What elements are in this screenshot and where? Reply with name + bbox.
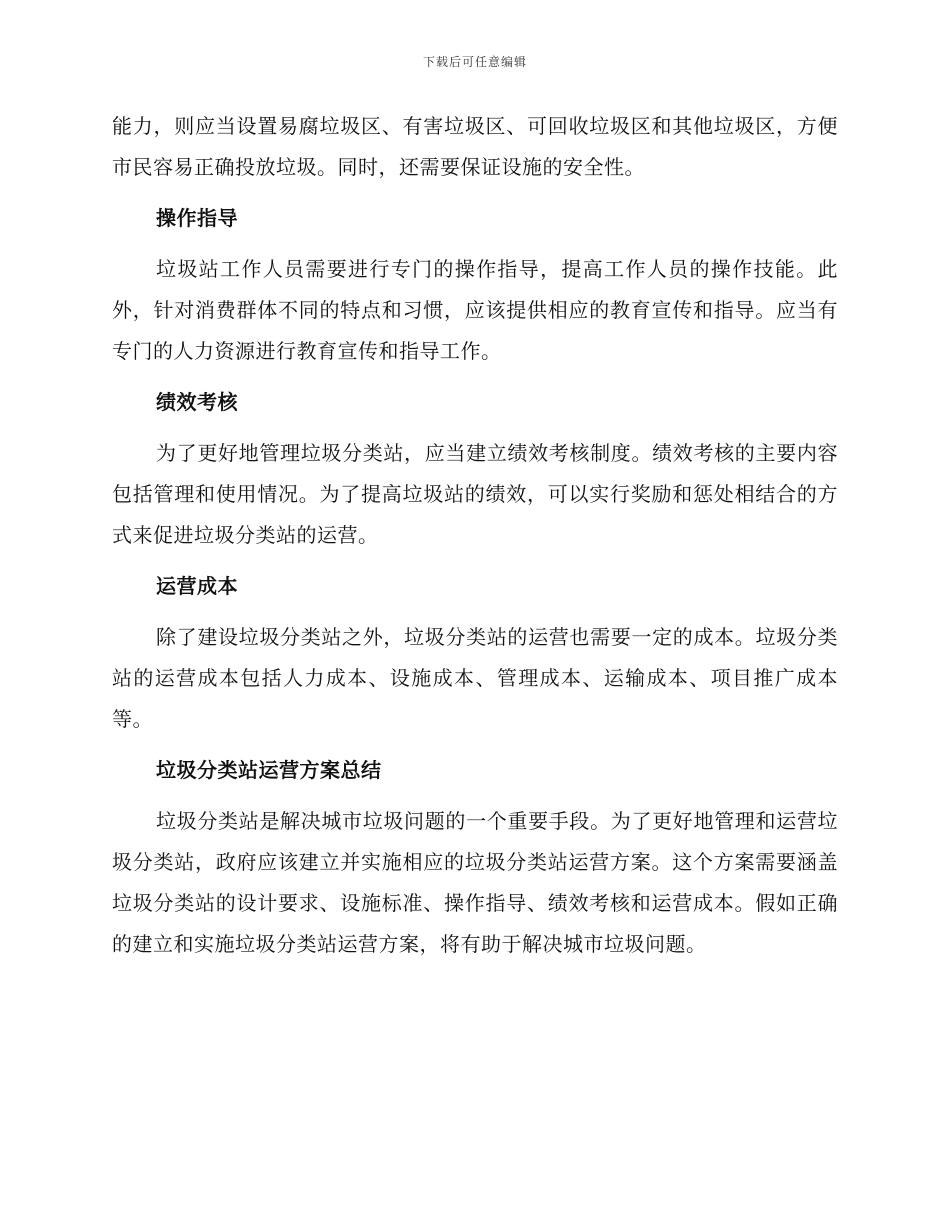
cost-paragraph: 除了建设垃圾分类站之外，垃圾分类站的运营也需要一定的成本。垃圾分类站的运营成本包括人力成本、设施成本、管理成本、运输成本、项目推广成本等。 — [112, 625, 838, 731]
operation-heading: 操作指导 — [156, 206, 238, 230]
summary-paragraph: 垃圾分类站是解决城市垃圾问题的一个重要手段。为了更好地管理和运营垃圾分类站，政府应该建立并实施相应的垃圾分类站运营方案。这个方案需要涵盖垃圾分类站的设计要求、设施标准、操作指导、绩效考核和运营成本。假如正确的建立和实施垃圾分类站运营方案，将有助于解决城市垃圾问题。 — [112, 809, 838, 956]
performance-paragraph: 为了更好地管理垃圾分类站，应当建立绩效考核制度。绩效考核的主要内容包括管理和使用情况。为了提高垃圾站的绩效，可以实行奖励和惩处相结合的方式来促进垃圾分类站的运营。 — [112, 441, 838, 547]
page-header: 下载后可任意编辑 — [422, 55, 527, 69]
cost-heading: 运营成本 — [156, 574, 238, 598]
operation-paragraph: 垃圾站工作人员需要进行专门的操作指导，提高工作人员的操作技能。此外，针对消费群体不同的特点和习惯，应该提供相应的教育宣传和指导。应当有专门的人力资源进行教育宣传和指导工作。 — [112, 257, 838, 363]
document-body — [112, 106, 838, 975]
summary-heading: 垃圾分类站运营方案总结 — [156, 758, 382, 782]
intro-paragraph: 能力，则应当设置易腐垃圾区、有害垃圾区、可回收垃圾区和其他垃圾区，方便市民容易正确投放垃圾。同时，还需要保证设施的安全性。 — [112, 114, 838, 179]
performance-heading: 绩效考核 — [156, 390, 238, 414]
